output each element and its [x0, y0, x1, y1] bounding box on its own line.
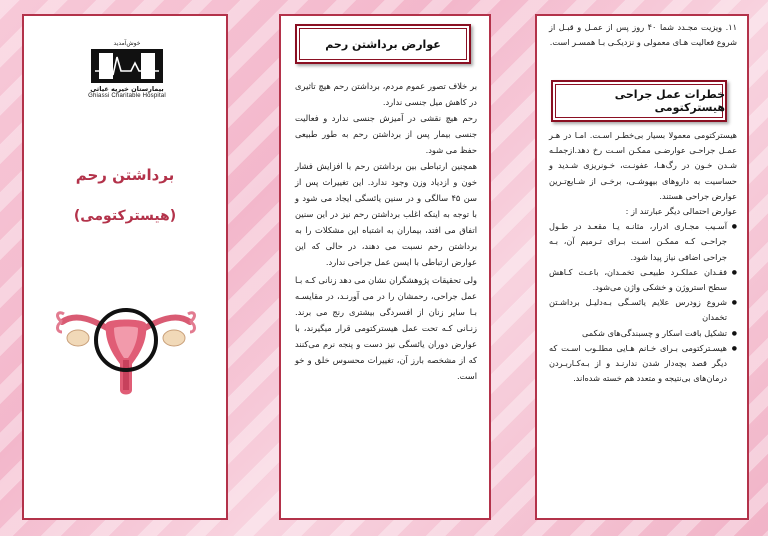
risks-panel: [535, 14, 749, 520]
cover-subtitle: (هیسترکتومی): [73, 208, 177, 224]
cover-panel: [22, 14, 228, 520]
complications-panel: [279, 14, 491, 520]
list-item: ● شروع زودرس علایم یائسـگی بـه‌دلیـل برداشـتن تخمدان: [549, 295, 727, 325]
hospital-logo-icon: [91, 49, 163, 83]
logo-caption: خوش‌آمدید: [113, 40, 141, 47]
cover-title: برداشتن رحم: [75, 166, 175, 184]
paragraph: همچنین ارتباطی بین برداشتن رحم با افزایش فشار خون و ازدیاد وزن وجود ندارد. این تغییرات پس از سن ۴۵ سالگی و در سنین یائسگی ایجاد می شود و با توجه به اینکه اغلب برداشتن رحم نیز در این سنین اتفاق می افتد، بیماران به اشتباه این مشکلات را به برداشتن رحم نسبت می دهند، در حالی که این عوارض ارتباطی با ایسن عمل جراحی ندارد.: [295, 161, 478, 267]
list-item: ● تشکیل بافت اسکار و چسبندگی‌های شکمی: [549, 326, 727, 341]
list-item: ● آسـیب مجـاری ادرار، مثانـه یـا مقعـد در طـول جراحـی کـه ممکـن اسـت بـرای تـرمیم آن، بـه جراحی اضافی نیاز پیدا شود.: [549, 219, 727, 265]
paragraph: ولی تحقیقات پژوهشگران نشان می دهد زنانی کـه بـا عمل جراحی، رحمشان را در می آورنـد، در مقایسـه بـا سایر زنان از افسردگی بیشتری رنج می برند. زنـانی کـه تحت عمل هیسترکتومی قرار میگیرند، با عوارض دوران یائسگی نیز دست و پنجه نرم می‌کنند که از مشخصه بارز آن، تغییرات محسوس خلق و خو است.: [295, 275, 477, 381]
section-heading-risks: خطرات عمل جراحی هیسترکتومی: [551, 80, 727, 122]
followup-visit-text: ۱۱. ویزیت مجـدد شما ۴۰ روز پس از عمـل و قبـل از شروع فعالیت هـای معمولی و نزدیکـی بـا همسـر است.: [549, 22, 737, 47]
hospital-logo: [74, 40, 180, 99]
logo-name-fa: بیمارستان خیریه غیاثی: [90, 85, 164, 93]
uterus-illustration: [54, 298, 198, 402]
risks-intro: هیسترکتومی معمولا بسیار بی‌خطـر اسـت. امـا در هـر عمـل جراحـی عوارضـی ممکـن اسـت رخ دهد.ازجملـه شـدن خـون در رگ‌هـا، عفونـت، خـونریزی شـدید و حساسیت به داروهای بیهوشـی، برخـی از شـایع‌تـرین عوارض جراحی هستند.: [549, 130, 737, 201]
list-intro: عوارض احتمالی دیگر عبارتند از :: [625, 206, 737, 217]
list-item: ● فقـدان عملکـرد طبیعـی تخمـدان، باعـث کـاهش سطح استروژن و خشکی واژن می‌شود.: [549, 265, 727, 295]
logo-name-en: Ghiassi Charitable Hospital: [88, 93, 166, 99]
risks-list: [549, 219, 737, 386]
list-item: ● هیسـترکتومی بـرای خـانم هـایی مطلـوب اسـت که دیگر قصد بچه‌دار شدن ندارنـد و از بـه‌کـاربـردن درمان‌های بی‌نتیجه و متعدد هم خسته شده‌اند.: [549, 341, 727, 387]
paragraph: بر خلاف تصور عموم مردم، برداشتن رحم هیچ تاثیری در کاهش میل جنسی ندارد.: [295, 81, 477, 107]
paragraph: رحم هیچ نقشی در آمیزش جنسی ندارد و فعالیت جنسی بیمار پس از برداشتن رحم به طور طبیعی حفظ می شود.: [295, 113, 477, 155]
section-heading-complications: عوارض برداشتن رحم: [295, 24, 471, 64]
complications-text: [295, 78, 477, 384]
risks-text: [549, 128, 737, 386]
